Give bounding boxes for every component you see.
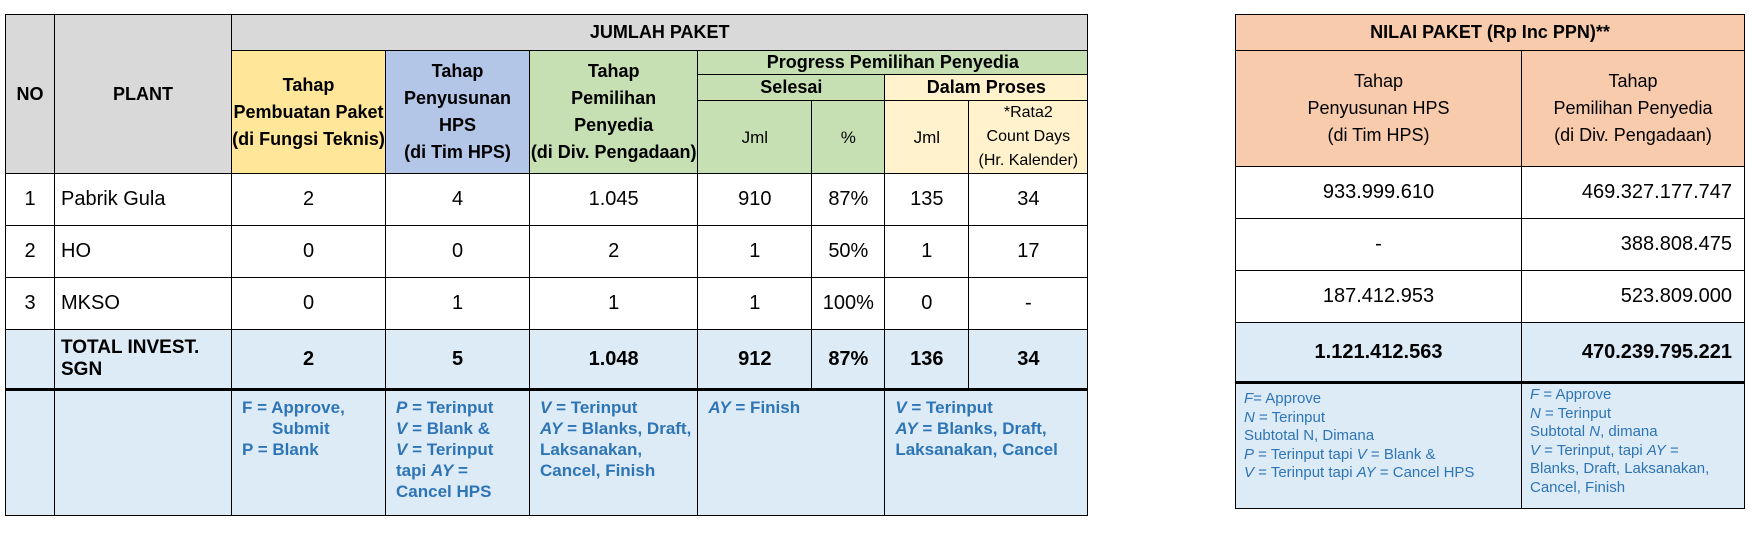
total-row bbox=[6, 330, 1088, 390]
row-selesai-jml: 910 bbox=[698, 174, 812, 226]
row-rata: - bbox=[969, 278, 1088, 330]
col-header-nilai-hps: Tahap Penyusunan HPS (di Tim HPS) bbox=[1236, 51, 1522, 167]
row-penyusunan: 0 bbox=[386, 226, 530, 278]
row-nilai-pemilihan: 523.809.000 bbox=[1522, 271, 1745, 323]
table-row bbox=[1236, 271, 1745, 323]
legend-nilai-hps: F= Approve N = Terinput Subtotal N, Dimana P = Terinput tapi V = Blank & V = Terinput tapi AY = Cancel HPS bbox=[1236, 383, 1522, 509]
selesai-pct-header: % bbox=[812, 101, 885, 174]
col-header-no: NO bbox=[6, 15, 55, 174]
selesai-header: Selesai bbox=[698, 75, 885, 101]
legend-selesai: AY = Finish bbox=[698, 390, 885, 516]
total-proses-jml: 136 bbox=[885, 330, 969, 390]
row-selesai-jml: 1 bbox=[698, 278, 812, 330]
row-penyusunan: 4 bbox=[386, 174, 530, 226]
row-no: 2 bbox=[6, 226, 55, 278]
row-pembuatan: 0 bbox=[232, 226, 386, 278]
total-nilai-hps: 1.121.412.563 bbox=[1236, 323, 1522, 383]
row-proses-jml: 135 bbox=[885, 174, 969, 226]
row-pemilihan: 2 bbox=[530, 226, 698, 278]
row-pembuatan: 2 bbox=[232, 174, 386, 226]
legend-nilai-pemilihan: F = Approve N = Terinput Subtotal N, dimana V = Terinput, tapi AY = Blanks, Draft, Laksanakan, Cancel, Finish bbox=[1522, 383, 1745, 509]
total-row bbox=[1236, 323, 1745, 383]
table-row bbox=[6, 226, 1088, 278]
col-header-pemilihan: Tahap Pemilihan Penyedia (di Div. Pengadaan) bbox=[530, 51, 698, 174]
total-pembuatan: 2 bbox=[232, 330, 386, 390]
col-header-nilai-pemilihan: Tahap Pemilihan Penyedia (di Div. Pengadaan) bbox=[1522, 51, 1745, 167]
nilai-paket-header: NILAI PAKET (Rp Inc PPN)** bbox=[1236, 15, 1745, 51]
row-rata: 34 bbox=[969, 174, 1088, 226]
legend-empty-plant bbox=[55, 390, 232, 516]
total-no bbox=[6, 330, 55, 390]
row-selesai-pct: 100% bbox=[812, 278, 885, 330]
progress-header: Progress Pemilihan Penyedia bbox=[698, 51, 1088, 75]
col-header-penyusunan: Tahap Penyusunan HPS (di Tim HPS) bbox=[386, 51, 530, 174]
col-header-plant: PLANT bbox=[55, 15, 232, 174]
legend-proses: V = Terinput AY = Blanks, Draft, Laksanakan, Cancel bbox=[885, 390, 1088, 516]
row-no: 1 bbox=[6, 174, 55, 226]
total-selesai-jml: 912 bbox=[698, 330, 812, 390]
jumlah-paket-table bbox=[5, 14, 1088, 516]
table-row bbox=[1236, 167, 1745, 219]
row-selesai-jml: 1 bbox=[698, 226, 812, 278]
row-pemilihan: 1 bbox=[530, 278, 698, 330]
row-pemilihan: 1.045 bbox=[530, 174, 698, 226]
dalam-proses-header: Dalam Proses bbox=[885, 75, 1088, 101]
rata-header: *Rata2 Count Days (Hr. Kalender) bbox=[969, 101, 1088, 174]
total-nilai-pemilihan: 470.239.795.221 bbox=[1522, 323, 1745, 383]
row-plant: HO bbox=[55, 226, 232, 278]
row-plant: MKSO bbox=[55, 278, 232, 330]
table-row bbox=[6, 278, 1088, 330]
row-nilai-hps: - bbox=[1236, 219, 1522, 271]
row-nilai-pemilihan: 388.808.475 bbox=[1522, 219, 1745, 271]
table-row bbox=[6, 174, 1088, 226]
proses-jml-header: Jml bbox=[885, 101, 969, 174]
row-selesai-pct: 87% bbox=[812, 174, 885, 226]
total-penyusunan: 5 bbox=[386, 330, 530, 390]
col-header-pembuatan: Tahap Pembuatan Paket (di Fungsi Teknis) bbox=[232, 51, 386, 174]
jumlah-paket-header: JUMLAH PAKET bbox=[232, 15, 1088, 51]
total-selesai-pct: 87% bbox=[812, 330, 885, 390]
row-pembuatan: 0 bbox=[232, 278, 386, 330]
legend-row bbox=[1236, 383, 1745, 509]
row-nilai-hps: 933.999.610 bbox=[1236, 167, 1522, 219]
total-label: TOTAL INVEST. SGN bbox=[55, 330, 232, 390]
total-rata: 34 bbox=[969, 330, 1088, 390]
row-penyusunan: 1 bbox=[386, 278, 530, 330]
row-plant: Pabrik Gula bbox=[55, 174, 232, 226]
row-proses-jml: 0 bbox=[885, 278, 969, 330]
row-selesai-pct: 50% bbox=[812, 226, 885, 278]
legend-row bbox=[6, 390, 1088, 516]
table-row bbox=[1236, 219, 1745, 271]
nilai-paket-table bbox=[1235, 14, 1745, 509]
selesai-jml-header: Jml bbox=[698, 101, 812, 174]
legend-empty-no bbox=[6, 390, 55, 516]
legend-pemilihan: V = Terinput AY = Blanks, Draft, Laksanakan, Cancel, Finish bbox=[530, 390, 698, 516]
legend-pembuatan: F = Approve, Submit P = Blank bbox=[232, 390, 386, 516]
row-nilai-pemilihan: 469.327.177.747 bbox=[1522, 167, 1745, 219]
row-proses-jml: 1 bbox=[885, 226, 969, 278]
row-rata: 17 bbox=[969, 226, 1088, 278]
row-no: 3 bbox=[6, 278, 55, 330]
row-nilai-hps: 187.412.953 bbox=[1236, 271, 1522, 323]
total-pemilihan: 1.048 bbox=[530, 330, 698, 390]
legend-penyusunan: P = Terinput V = Blank & V = Terinput tapi AY = Cancel HPS bbox=[386, 390, 530, 516]
